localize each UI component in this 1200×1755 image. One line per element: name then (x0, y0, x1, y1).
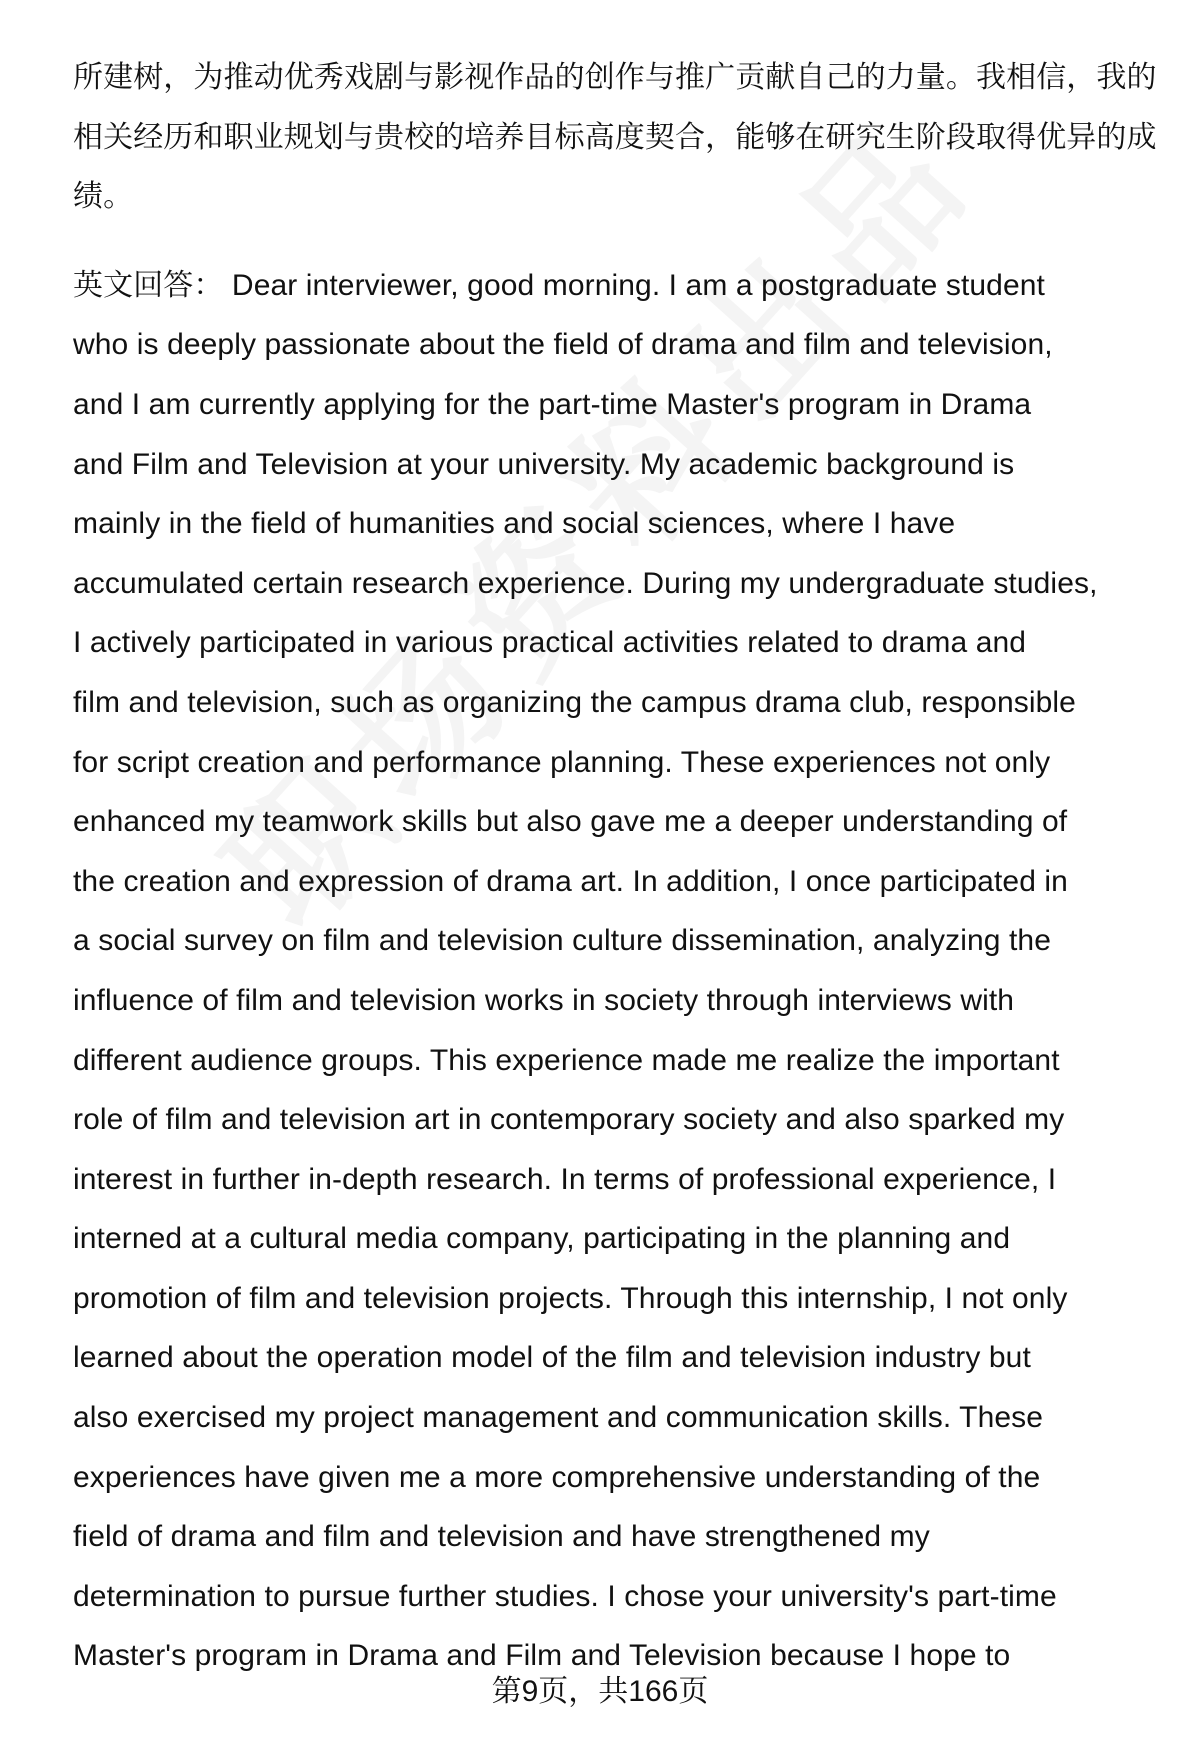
text-line: promotion of film and television projects. Through this internship, I not only (73, 1281, 1068, 1315)
text-line: 绩。 (73, 180, 134, 214)
text-line: 所建树，为推动优秀戏剧与影视作品的创作与推广贡献自己的力量。我相信，我的 (73, 61, 1157, 94)
text-line: for script creation and performance planning. These experiences not only (73, 745, 1051, 779)
page-number: 第9页，共166页 (491, 1675, 709, 1708)
text-line: mainly in the field of humanities and social sciences, where I have (73, 507, 956, 541)
text-line: accumulated certain research experience. During my undergraduate studies, (73, 566, 1098, 600)
text-line: 英文回答： Dear interviewer, good morning. I am a postgraduate student (73, 268, 1045, 302)
text-line: interest in further in-depth research. In terms of professional experience, I (73, 1162, 1057, 1196)
text-line: role of film and television art in contemporary society and also sparked my (73, 1103, 1065, 1137)
text-line: also exercised my project management and communication skills. These (73, 1401, 1044, 1435)
text-line: experiences have given me a more comprehensive understanding of the (73, 1460, 1041, 1494)
paragraph-chinese (73, 48, 1173, 227)
text-line: film and television, such as organizing the campus drama club, responsible (73, 685, 1076, 719)
text-line: and Film and Television at your university. My academic background is (73, 447, 1015, 481)
text-line: interned at a cultural media company, participating in the planning and (73, 1222, 1011, 1256)
text-line: I actively participated in various practical activities related to drama and (73, 626, 1027, 660)
text-line: Master's program in Drama and Film and Television because I hope to (73, 1639, 1011, 1673)
text-line: different audience groups. This experience made me realize the important (73, 1043, 1060, 1077)
text-line: a social survey on film and television culture dissemination, analyzing the (73, 924, 1052, 958)
text-line: the creation and expression of drama art. In addition, I once participated in (73, 864, 1068, 898)
text-line: influence of film and television works in society through interviews with (73, 983, 1015, 1017)
document-page (73, 48, 1173, 1686)
paragraph-english (73, 256, 1173, 1686)
text-line: who is deeply passionate about the field of drama and film and television, (73, 328, 1053, 362)
text-line: learned about the operation model of the film and television industry but (73, 1341, 1031, 1375)
text-line: field of drama and film and television and have strengthened my (73, 1520, 930, 1554)
text-line: determination to pursue further studies. I chose your university's part-time (73, 1579, 1057, 1613)
text-line: and I am currently applying for the part-time Master's program in Drama (73, 387, 1032, 421)
text-line: 相关经历和职业规划与贵校的培养目标高度契合，能够在研究生阶段取得优异的成 (73, 120, 1157, 154)
text-line: enhanced my teamwork skills but also gave me a deeper understanding of (73, 805, 1068, 839)
